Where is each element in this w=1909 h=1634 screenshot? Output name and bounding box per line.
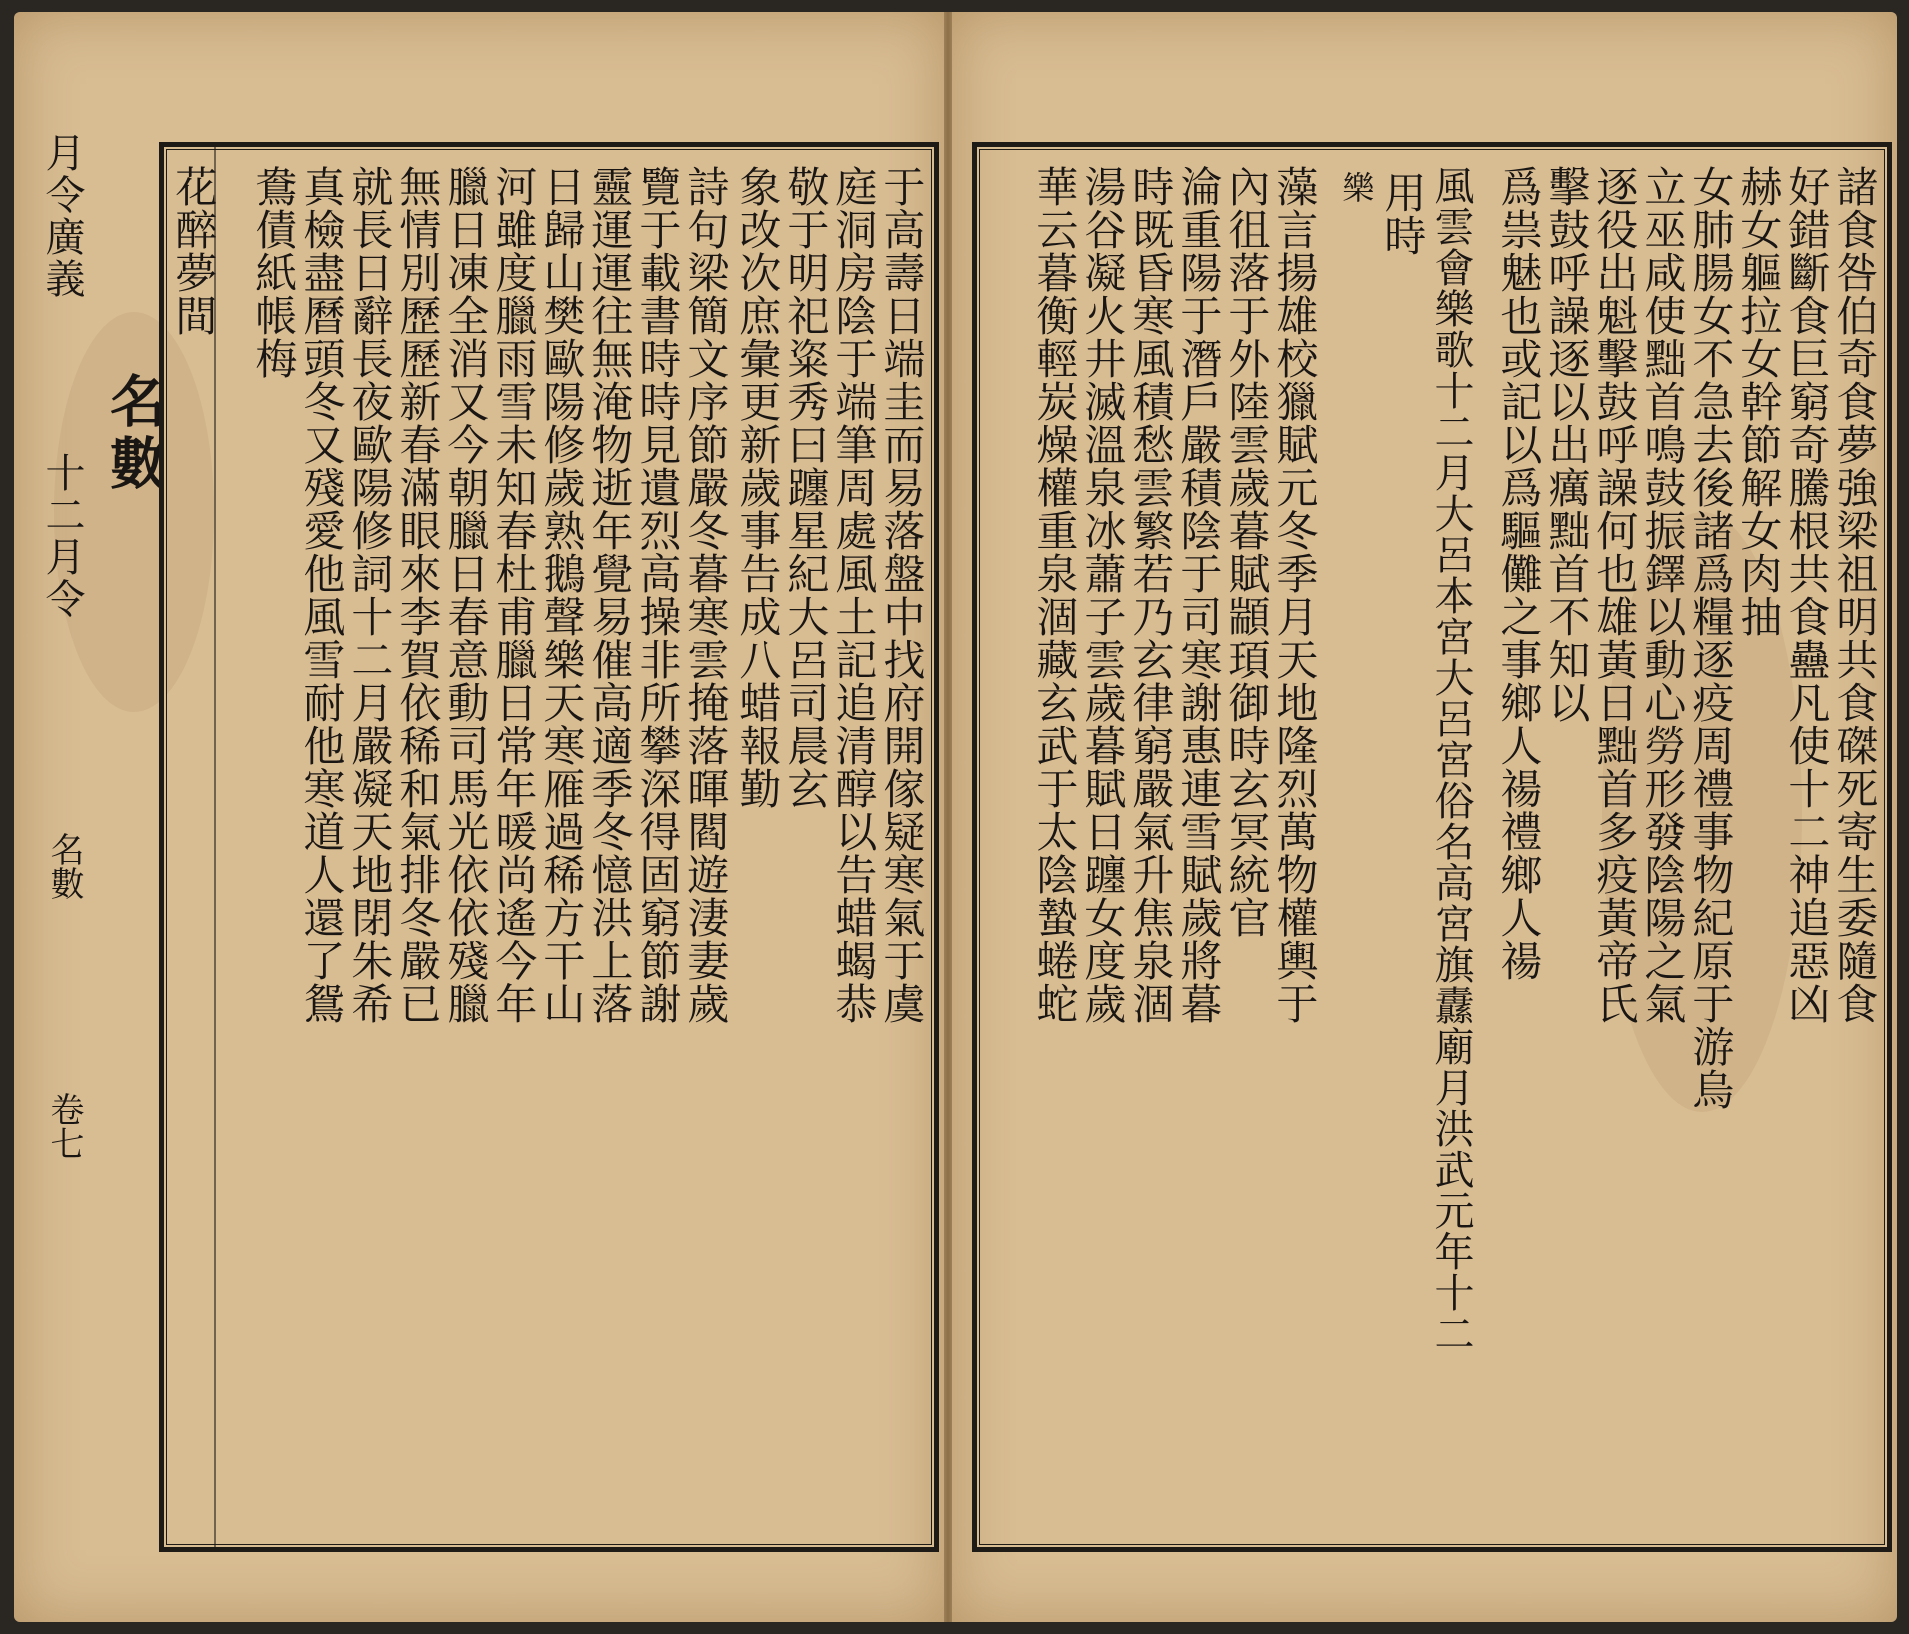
- text-column: 敬于明祀粢秀曰躔星紀大呂司晨玄: [781, 165, 831, 810]
- text-column: 女肺腸女不急去後諸爲糧逐疫周禮事物紀原于游烏: [1686, 165, 1736, 1111]
- text-column: 時既昏寒風積愁雲繁若乃玄律窮嚴氣升焦泉涸: [1126, 165, 1176, 1025]
- left-text-frame: [159, 142, 939, 1552]
- text-column: 內徂落于外陸雲歲暮賦顓頊御時玄冥統官: [1222, 165, 1272, 939]
- text-column: 華云暮衡輕炭燥權重泉涸藏玄武于太陰蟄蜷蛇: [1030, 165, 1080, 1025]
- column-rule: [214, 147, 216, 1547]
- text-column: 無情別歷歷新春滿眼來李賀依稀和氣排冬嚴已: [393, 165, 443, 1025]
- text-column: 好錯斷食巨窮奇騰根共食蠱凡使十二神追惡凶: [1782, 165, 1832, 1025]
- text-column: 立巫咸使黜首鳴鼓振鐸以動心勞形發陰陽之氣: [1638, 165, 1688, 1025]
- text-column: 象改次庶彙更新歲事告成八蜡報勤: [733, 165, 783, 810]
- text-column: 于高壽日端圭而易落盤中找府開傢疑寒氣于虞: [877, 165, 927, 1025]
- text-column: 真檢盡曆頭冬又殘愛他風雪耐他寒道人還了鴛: [297, 165, 347, 1025]
- text-column: 鴦債紙帳梅: [249, 165, 299, 380]
- left-margin-folio: 卷七: [44, 1092, 84, 1160]
- left-margin-label: 名數: [44, 832, 84, 900]
- text-column: 逐役出魁擊鼓呼譟何也雄黃日黜首多疫黃帝氏: [1590, 165, 1640, 1025]
- text-column: 風雲會樂歌十二月大呂本宮大呂宮俗名高宮旗纛廟月洪武元年十二: [1428, 165, 1474, 1354]
- text-column: 爲祟魅也或記以爲驅儺之事鄉人禓禮鄉人禓: [1494, 165, 1544, 982]
- text-column: 藻言揚雄校獵賦元冬季月天地隆烈萬物權輿于: [1270, 165, 1320, 1025]
- left-page: [14, 12, 944, 1622]
- text-column: 日歸山樊歐陽修歲熟鵝聲樂天寒雁過稀方干山: [537, 165, 587, 1025]
- text-column: 詩句梁簡文序節嚴冬暮寒雲掩落暉閻遊淒妻歲: [681, 165, 731, 1025]
- text-column: 諸食咎伯奇食夢強梁祖明共食磔死寄生委隨食: [1830, 165, 1880, 1025]
- text-column: 臘日凍全消又今朝臘日春意動司馬光依依殘臘: [441, 165, 491, 1025]
- right-page: [952, 12, 1897, 1622]
- text-column: 赫女軀拉女幹節解女肉抽: [1734, 165, 1784, 638]
- text-column: 河雖度臘雨雪未知春杜甫臘日常年暖尚遙今年: [489, 165, 539, 1025]
- section-heading: 名數: [101, 372, 167, 496]
- text-column: 靈運運往無淹物逝年覺易催高適季冬憶洪上落: [585, 165, 635, 1025]
- right-text-frame: [972, 142, 1892, 1552]
- text-column: 樂: [1337, 171, 1376, 204]
- text-column: 擊鼓呼譟逐以出癘黜首不知以: [1542, 165, 1592, 724]
- text-column: 就長日辭長夜歐陽修詞十二月嚴凝天地閉朱希: [345, 165, 395, 1025]
- text-column: 庭洞房陰于端筆周處風土記追清醇以告蜡蝎恭: [829, 165, 879, 1025]
- left-margin-title: 月令廣義: [39, 132, 85, 300]
- text-column: 淪重陽于潛戶嚴積陰于司寒謝惠連雪賦歲將暮: [1174, 165, 1224, 1025]
- text-column: 花醉夢間: [169, 165, 219, 337]
- left-margin-section: 十二月令: [39, 452, 85, 620]
- text-column: 覽于載書時時見遺烈高操非所攀深得固窮節謝: [633, 165, 683, 1025]
- text-column: 湯谷凝火井滅溫泉冰蕭子雲歲暮賦日躔女度歲: [1078, 165, 1128, 1025]
- text-column: 用時: [1378, 171, 1428, 257]
